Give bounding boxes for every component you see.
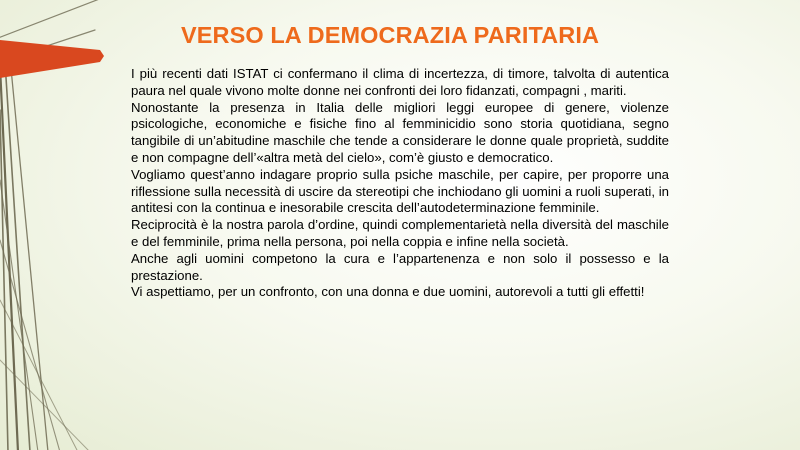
- paragraph: Vogliamo quest’anno indagare proprio sulla psiche maschile, per capire, per proporre una riflessione sulla necessità di uscire da stereotipi che inchiodano gli uomini a ruoli superati, in antitesi con la continua e inesorabile crescita dell’autodeterminazione femminile.: [131, 166, 669, 216]
- paragraph: Anche agli uomini competono la cura e l’appartenenza e non solo il possesso e la prestazione.: [131, 250, 669, 283]
- slide-title: VERSO LA DEMOCRAZIA PARITARIA: [180, 22, 600, 48]
- paragraph: Vi aspettiamo, per un confronto, con una donna e due uomini, autorevoli a tutti gli effetti!: [131, 284, 645, 300]
- paragraph: I più recenti dati ISTAT ci confermano il clima di incertezza, di timore, talvolta di autentica paura nel quale vivono molte donne nei confronti dei loro fidanzati, compagni , mariti.: [131, 66, 669, 98]
- accent-arrow: [0, 40, 104, 78]
- body-text: [131, 66, 669, 301]
- paragraph: Reciprocità è la nostra parola d’ordine, quindi complementarietà nella diversità del maschile e del femminile, prima nella persona, poi nella coppia e infine nella società.: [131, 217, 669, 249]
- paragraph: Nonostante la presenza in Italia delle migliori leggi europee di genere, violenze psicologiche, economiche e fisiche fino al femminicidio sono storia quotidiana, segno tangibile di un’abitudine maschile che tende a considerare le donne quale proprietà, suddite e non compagne dell’«altra metà del cielo», com’è giusto e democratico.: [131, 99, 669, 165]
- decorative-lines: [0, 0, 130, 450]
